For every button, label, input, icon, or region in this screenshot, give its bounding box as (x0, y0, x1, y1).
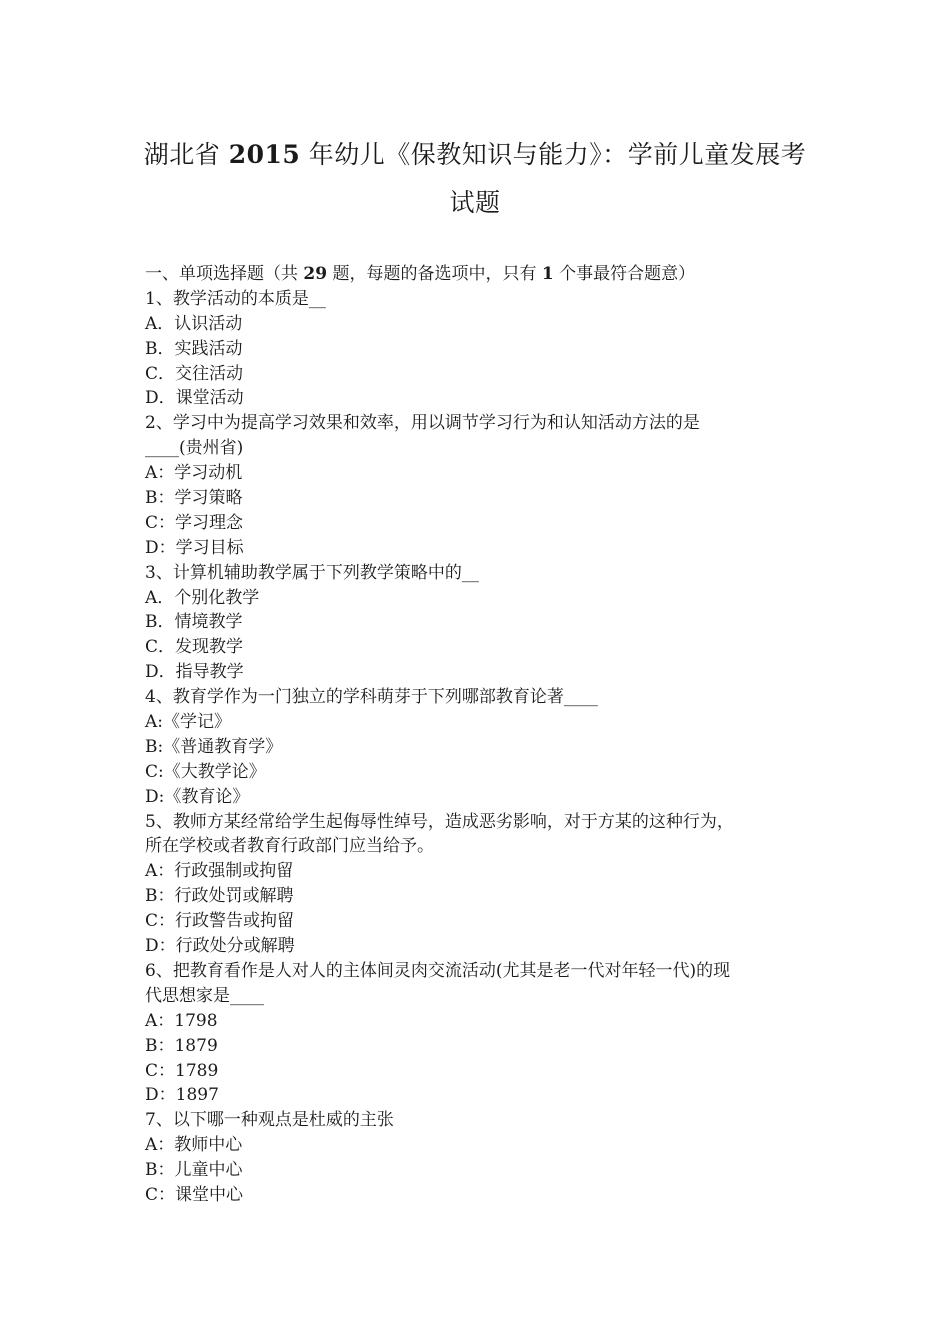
question-line: B：学习策略 (145, 488, 243, 509)
question-line: A．认识活动 (145, 313, 243, 334)
question-line: D：1897 (145, 1085, 219, 1106)
question-line: B:《普通教育学》 (145, 736, 283, 757)
question-lines (145, 287, 825, 1208)
section-count: 29 (303, 264, 328, 284)
section-middle: 题，每题的备选项中，只有 (332, 264, 537, 284)
question-line: 5、教师方某经常给学生起侮辱性绰号，造成恶劣影响，对于方某的这种行为， (145, 811, 734, 832)
question-line: D．课堂活动 (145, 388, 244, 409)
section-prefix: 一、单项选择题（共 (145, 264, 298, 284)
question-line: 2、学习中为提高学习效果和效率，用以调节学习行为和认知活动方法的是 (145, 413, 700, 434)
question-line: B．实践活动 (145, 338, 243, 359)
question-line: 1、教学活动的本质是__ (145, 288, 326, 309)
question-line: B．情境教学 (145, 612, 243, 633)
question-line: 3、计算机辅助教学属于下列教学策略中的__ (145, 562, 479, 583)
question-line: D:《教育论》 (145, 786, 250, 807)
question-line: 代思想家是____ (145, 985, 264, 1006)
question-line: B：儿童中心 (145, 1160, 243, 1181)
question-line: C:《大教学论》 (145, 761, 266, 782)
title-suffix: 年幼儿《保教知识与能力》：学前儿童发展考 (308, 140, 807, 169)
section-heading (145, 262, 825, 287)
question-line: B：1879 (145, 1035, 218, 1056)
question-line: C：课堂中心 (145, 1184, 244, 1205)
question-line: A．个别化教学 (145, 587, 260, 608)
document-title-line2: 试题 (449, 188, 501, 217)
title-year: 2015 (228, 140, 301, 169)
question-line: C：学习理念 (145, 512, 244, 533)
title-prefix: 湖北省 (143, 140, 221, 169)
question-line: D：行政处分或解聘 (145, 936, 295, 957)
document-title (120, 140, 830, 170)
question-line: A：1798 (145, 1010, 218, 1031)
section-suffix: 个事最符合题意） (559, 264, 696, 284)
question-line: C．发现教学 (145, 637, 244, 658)
question-line: A：学习动机 (145, 463, 243, 484)
question-line: C：行政警告或拘留 (145, 911, 295, 932)
section-one: 1 (541, 264, 554, 284)
question-list (145, 262, 825, 1208)
question-line: A：行政强制或拘留 (145, 861, 294, 882)
question-line: D：学习目标 (145, 537, 244, 558)
question-line: C：1789 (145, 1060, 219, 1081)
question-line: 6、把教育看作是人对人的主体间灵肉交流活动(尤其是老一代对年轻一代)的现 (145, 960, 731, 981)
question-line: C．交往活动 (145, 363, 244, 384)
question-line: A:《学记》 (145, 712, 232, 733)
question-line: B：行政处罚或解聘 (145, 886, 294, 907)
question-line: 所在学校或者教育行政部门应当给予。 (145, 836, 434, 857)
question-line: ____(贵州省) (145, 438, 244, 459)
question-line: 4、教育学作为一门独立的学科萌芽于下列哪部教育论著____ (145, 687, 598, 708)
question-line: 7、以下哪一种观点是杜威的主张 (145, 1110, 394, 1131)
question-line: D．指导教学 (145, 662, 244, 683)
question-line: A：教师中心 (145, 1135, 243, 1156)
